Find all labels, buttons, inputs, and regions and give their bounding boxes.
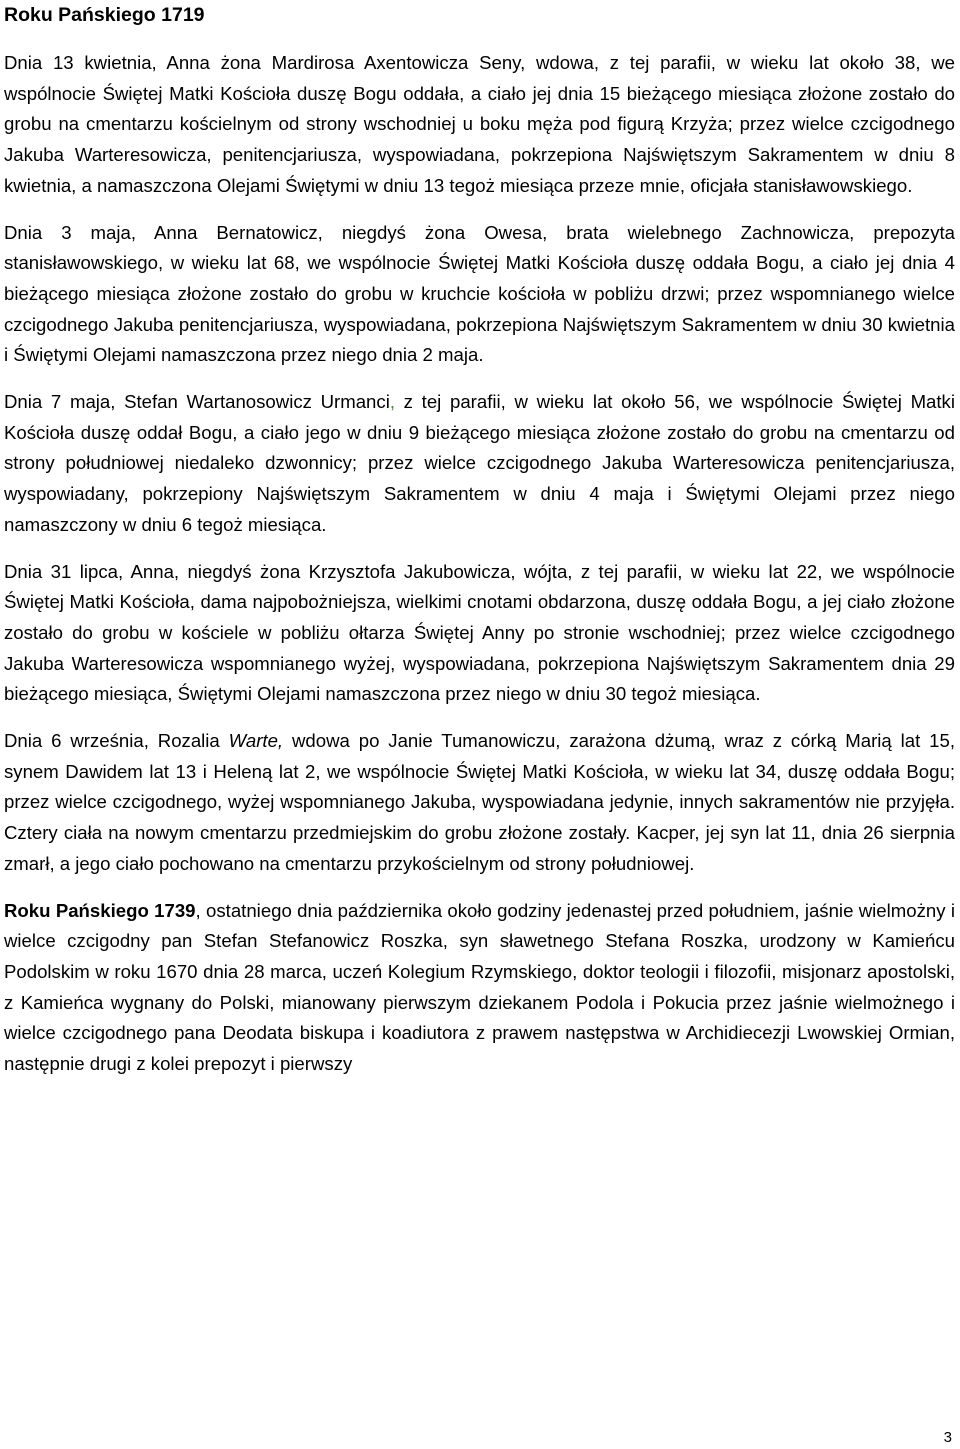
register-entry-7-may: [4, 387, 955, 541]
highlighted-comma: ,: [389, 391, 395, 413]
entry-text-rest: wdowa po Janie Tumanowiczu, zarażona dżumą, wraz z córką Marią lat 15, synem Dawidem lat 13 i Heleną lat 2, we wspólnocie Świętej Matki Kościoła, w wieku lat 34, duszę oddała Bogu; przez wielce czcigodnego, wyżej wspomnianego Jakuba, wyspowiadana jedynie, innych sakramentów nie przyjęła. Cztery ciała na nowym cmentarzu przedmiejskim do grobu złożone zostały. Kacper, jej syn lat 11, dnia 26 sierpnia zmarł, a jego ciało pochowano na cmentarzu przykościelnym od strony południowej.: [4, 730, 955, 874]
year-heading-inline: Roku Pańskiego 1739: [4, 899, 196, 921]
register-entry-3-may: Dnia 3 maja, Anna Bernatowicz, niegdyś żona Owesa, brata wielebnego Zachnowicza, prepozyta stanisławowskiego, w wieku lat 68, we wspólnocie Świętej Matki Kościoła duszę oddała Bogu, a ciało jej dnia 4 bieżącego miesiąca złożone zostało do grobu w kruchcie kościoła w pobliżu drzwi; przez wspomnianego wielce czcigodnego Jakuba penitencjariusza, wyspowiadana, pokrzepiona Najświętszym Sakramentem w dniu 30 kwietnia i Świętymi Olejami namaszczona przez niego dnia 2 maja.: [4, 221, 955, 366]
section-heading: Roku Pańskiego 1719: [4, 4, 205, 26]
entry-text-start: Dnia 7 maja, Stefan Wartanosowicz Urmanci: [4, 391, 390, 413]
entry-text-start: Dnia 6 września, Rozalia: [4, 730, 229, 752]
page-number: 3: [943, 1429, 952, 1446]
register-entry-31-july: Dnia 31 lipca, Anna, niegdyś żona Krzysztofa Jakubowicza, wójta, z tej parafii, w wieku lat 22, we wspólnocie Świętej Matki Kościoła, dama najpobożniejsza, wielkimi cnotami obdarzona, duszę oddała Bogu, a jej ciało złożone zostało do grobu w kościele w pobliżu ołtarza Świętej Anny po stronie wschodniej; przez wielce czcigodnego Jakuba Warteresowicza wspomnianego wyżej, wyspowiadana, pokrzepiona Najświętszym Sakramentem dnia 29 bieżącego miesiąca, Świętymi Olejami namaszczona przez niego w dniu 30 tegoż miesiąca.: [4, 560, 955, 705]
document-page: [4, 0, 955, 1096]
register-entry-6-september: [4, 726, 955, 880]
italic-surname: Warte,: [228, 730, 284, 752]
entry-text-rest: z tej parafii, w wieku lat około 56, we wspólnocie Świętej Matki Kościoła duszę oddał Bogu, a ciało jego w dniu 9 bieżącego miesiąca złożone zostało do grobu na cmentarzu od strony południowej niedaleko dzwonnicy; przez wielce czcigodnego Jakuba Warteresowicza penitencjariusza, wyspowiadany, pokrzepiony Najświętszym Sakramentem w dniu 4 maja i Świętymi Olejami przez niego namaszczony w dniu 6 tegoż miesiąca.: [4, 391, 955, 535]
entry-text-rest: , ostatniego dnia października około godziny jedenastej przed południem, jaśnie wielmożny i wielce czcigodny pan Stefan Stefanowicz Roszka, syn sławetnego Stefana Roszka, urodzony w Kamieńcu Podolskim w roku 1670 dnia 28 marca, uczeń Kolegium Rzymskiego, doktor teologii i filozofii, misjonarz apostolski, z Kamieńca wygnany do Polski, mianowany pierwszym dziekanem Podola i Pokucia przez jaśnie wielmożnego i wielce czcigodnego pana Deodata biskupa i koadiutora z prawem następstwa w Archidiecezji Lwowskiej Ormian, następnie drugi z kolei prepozyt i pierwszy: [4, 899, 956, 1075]
register-entry-13-april: Dnia 13 kwietnia, Anna żona Mardirosa Axentowicza Seny, wdowa, z tej parafii, w wieku lat około 38, we wspólnocie Świętej Matki Kościoła duszę Bogu oddała, a ciało jej dnia 15 bieżącego miesiąca złożone zostało do grobu na cmentarzu kościelnym od strony wschodniej u boku męża pod figurą Krzyża; przez wielce czcigodnego Jakuba Warteresowicza, penitencjariusza, wyspowiadana, pokrzepiona Najświętszym Sakramentem w dniu 8 kwietnia, a namaszczona Olejami Świętymi w dniu 13 tegoż miesiąca przeze mnie, oficjała stanisławowskiego.: [4, 52, 955, 196]
register-entry-1739: [4, 896, 955, 1080]
